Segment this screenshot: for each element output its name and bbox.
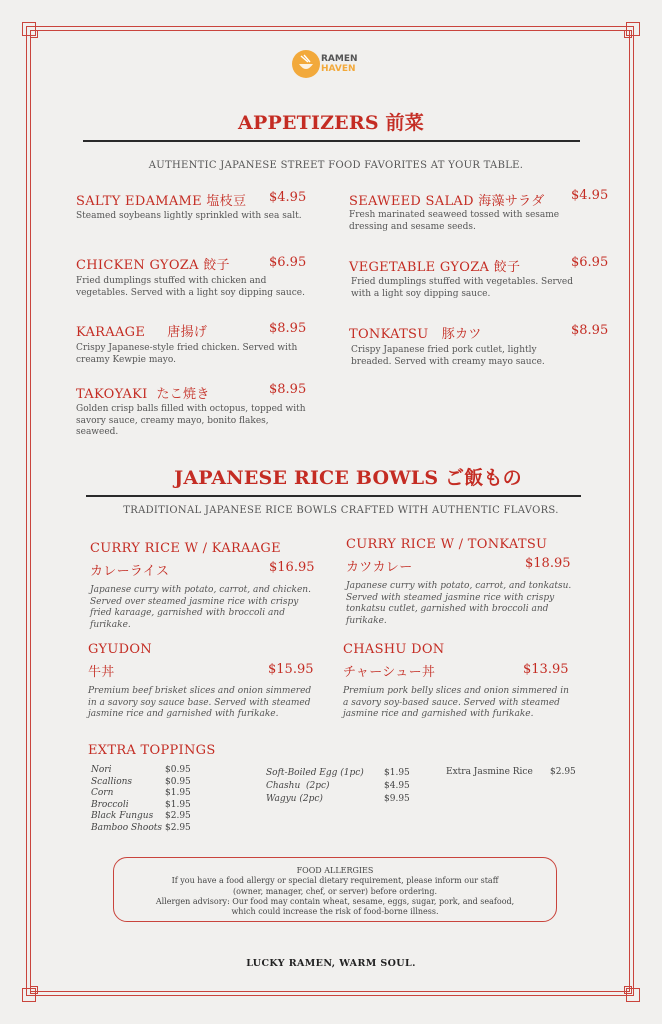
menu-item-desc: Premium beef brisket slices and onion simmered in a savory soy sauce base. Served with steamed jasmine rice and garnished with furikake. xyxy=(88,686,312,719)
corner-ornament-tr xyxy=(618,22,640,44)
topping-price: $2.95 xyxy=(550,767,576,777)
menu-item-price: $15.95 xyxy=(268,662,314,677)
appetizers-divider xyxy=(83,140,580,142)
menu-item-price: $4.95 xyxy=(269,190,307,205)
menu-item-name: SEAWEED SALAD 海藻サラダ xyxy=(349,194,545,209)
menu-item-desc: Fresh marinated seaweed tossed with sesame dressing and sesame seeds. xyxy=(349,210,560,232)
topping-name: Scallions xyxy=(91,776,133,787)
menu-item-desc: Fried dumplings stuffed with vegetables. Served with a light soy dipping sauce. xyxy=(351,277,574,299)
topping-name: Wagyu (2pc) xyxy=(266,794,323,804)
menu-item-price: $8.95 xyxy=(571,323,609,338)
topping-price: $2.95 xyxy=(165,811,191,821)
corner-ornament-tl xyxy=(22,22,44,44)
toppings-col2-prices xyxy=(384,767,410,806)
topping-price: $0.95 xyxy=(165,776,191,787)
topping-name: Corn xyxy=(91,788,114,798)
allergy-heading: FOOD ALLERGIES xyxy=(296,866,374,875)
topping-name: Extra Jasmine Rice xyxy=(446,767,533,777)
menu-item-desc: Fried dumplings stuffed with chicken and vegetables. Served with a light soy dipping sauce. xyxy=(76,276,305,298)
toppings-col1-prices xyxy=(165,765,191,834)
allergy-text: If you have a food allergy or special dietary requirement, please inform our staff xyxy=(171,876,499,886)
appetizers-subtitle: AUTHENTIC JAPANESE STREET FOOD FAVORITES AT YOUR TABLE. xyxy=(148,160,524,171)
menu-item-price: $13.95 xyxy=(523,662,569,677)
footer-tagline: LUCKY RAMEN, WARM SOUL. xyxy=(246,958,416,969)
topping-name: Broccoli xyxy=(91,799,129,810)
topping-name: Nori xyxy=(91,765,112,775)
menu-item-jp-name: チャーシュー丼 xyxy=(343,665,436,680)
rice-bowls-subtitle: TRADITIONAL JAPANESE RICE BOWLS CRAFTED WITH AUTHENTIC FLAVORS. xyxy=(123,505,559,516)
rice-bowls-divider xyxy=(86,495,581,497)
menu-item-name: VEGETABLE GYOZA 餃子 xyxy=(349,260,521,275)
menu-item-price: $16.95 xyxy=(269,560,315,575)
corner-ornament-br xyxy=(618,980,640,1002)
topping-name: Chashu (2pc) xyxy=(266,781,330,791)
menu-item-price: $6.95 xyxy=(269,255,307,270)
menu-item-jp-name: カレーライス xyxy=(90,564,170,579)
menu-item-name: CHICKEN GYOZA 餃子 xyxy=(76,258,230,273)
topping-price: $0.95 xyxy=(165,765,191,775)
corner-ornament-bl xyxy=(22,980,44,1002)
menu-item-price: $18.95 xyxy=(525,556,571,571)
topping-name: Soft-Boiled Egg (1pc) xyxy=(266,768,364,778)
brand-name-line2: HAVEN xyxy=(321,64,356,74)
toppings-title: EXTRA TOPPINGS xyxy=(88,743,216,758)
menu-item-name: CURRY RICE W / KARAAGE xyxy=(90,541,281,556)
toppings-col2 xyxy=(266,767,364,806)
menu-item-desc: Crispy Japanese-style fried chicken. Served with creamy Kewpie mayo. xyxy=(76,343,298,365)
menu-item-desc: Golden crisp balls filled with octopus, topped with savory sauce, creamy mayo, bonito flakes, seaweed. xyxy=(76,404,306,437)
allergy-text: Allergen advisory: Our food may contain wheat, sesame, eggs, sugar, pork, and seafood, xyxy=(155,896,515,906)
menu-item-price: $8.95 xyxy=(269,382,307,397)
menu-item-name: GYUDON xyxy=(88,642,152,657)
ramen-bowl-icon xyxy=(292,50,320,78)
topping-price: $2.95 xyxy=(165,822,191,833)
rice-bowls-title: JAPANESE RICE BOWLS ご飯もの xyxy=(174,467,522,489)
topping-price: $1.95 xyxy=(384,768,410,778)
menu-item-name: TAKOYAKI たこ焼き xyxy=(76,387,210,402)
menu-item-name: CHASHU DON xyxy=(343,642,445,657)
topping-price: $4.95 xyxy=(384,781,410,791)
menu-item-desc: Crispy Japanese fried pork cutlet, lightly breaded. Served with creamy mayo sauce. xyxy=(351,345,545,367)
brand-name-line1: RAMEN xyxy=(321,54,358,64)
menu-item-name: CURRY RICE W / TONKATSU xyxy=(346,537,548,552)
menu-item-name: KARAAGE 唐揚げ xyxy=(76,325,208,340)
appetizers-title: APPETIZERS 前菜 xyxy=(238,112,424,134)
topping-name: Black Fungus xyxy=(91,811,154,821)
menu-item-name: TONKATSU 豚カツ xyxy=(349,327,482,342)
menu-item-desc: Steamed soybeans lightly sprinkled with sea salt. xyxy=(76,211,302,221)
menu-item-desc: Japanese curry with potato, carrot, and chicken. Served over steamed jasmine rice with crispy fried karaage, garnished with broccoli and furikake. xyxy=(90,585,311,630)
topping-price: $1.95 xyxy=(165,788,191,798)
menu-item-price: $4.95 xyxy=(571,188,609,203)
topping-price: $1.95 xyxy=(165,799,191,810)
allergy-notice-box xyxy=(113,857,557,922)
menu-item-price: $8.95 xyxy=(269,321,307,336)
menu-item-name: SALTY EDAMAME 塩枝豆 xyxy=(76,194,247,209)
menu-item-desc: Premium pork belly slices and onion simmered in a savory soy-based sauce. Served with steamed jasmine rice and garnished with furikake. xyxy=(343,686,569,719)
menu-item-price: $6.95 xyxy=(571,255,609,270)
allergy-text: (owner, manager, chef, or server) before ordering. xyxy=(232,886,437,896)
menu-item-jp-name: カツカレー xyxy=(346,560,413,575)
topping-name: Bamboo Shoots xyxy=(91,822,163,833)
menu-item-jp-name: 牛丼 xyxy=(88,665,115,680)
menu-item-desc: Japanese curry with potato, carrot, and tonkatsu. Served with steamed jasmine rice with crispy tonkatsu cutlet, garnished with broccoli and furikake. xyxy=(346,581,572,626)
allergy-text: which could increase the risk of food-borne illness. xyxy=(231,907,439,917)
topping-price: $9.95 xyxy=(384,794,410,804)
